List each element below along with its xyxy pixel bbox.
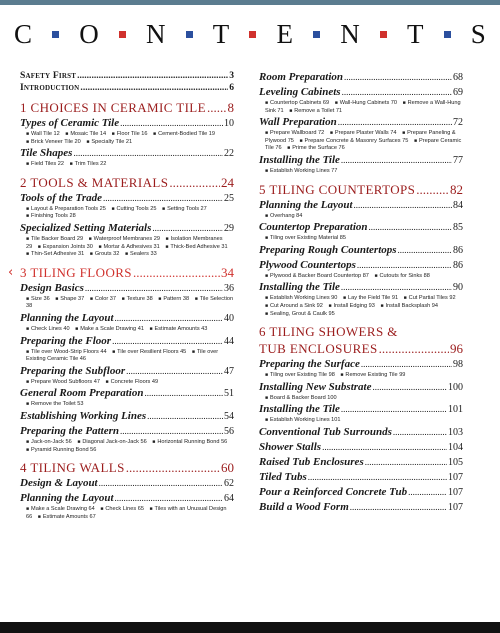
toc-subtopic-item[interactable]: ■ Color 37 <box>90 296 116 302</box>
toc-subtopics <box>20 236 234 259</box>
toc-entry-title: 6 TILING SHOWERS & <box>259 324 398 340</box>
toc-page-number: 107 <box>448 501 463 513</box>
dot-leader <box>207 99 227 116</box>
toc-entry-title: Planning the Layout <box>20 311 114 324</box>
toc-section-entry[interactable] <box>259 380 463 395</box>
title-separator-dot <box>380 31 387 38</box>
toc-section-entry[interactable] <box>259 258 463 273</box>
dot-leader <box>357 258 452 272</box>
dot-leader <box>338 115 452 129</box>
toc-page-number: 77 <box>453 154 463 166</box>
toc-section-entry[interactable] <box>20 491 234 506</box>
toc-subtopics <box>259 235 463 243</box>
toc-subtopics <box>259 168 463 176</box>
toc-page-number: 86 <box>453 244 463 256</box>
toc-section-entry[interactable] <box>259 425 463 440</box>
toc-chapter-entry[interactable] <box>259 181 463 198</box>
dot-leader <box>115 311 223 325</box>
toc-page-number: 56 <box>224 425 234 437</box>
toc-section-entry[interactable] <box>259 115 463 130</box>
toc-subtopic-item[interactable]: ■ Mortar & Adhesives 31 <box>98 244 159 250</box>
toc-subtopic-item[interactable]: ■ Horizontal Running Bond 56 <box>152 439 227 445</box>
dot-leader <box>126 459 220 476</box>
dot-leader <box>365 455 447 469</box>
dot-leader <box>120 116 223 130</box>
toc-subtopic-item[interactable]: ■ Shape 37 <box>55 296 84 302</box>
title-letter: N <box>146 18 166 49</box>
toc-page-number: 105 <box>448 456 463 468</box>
toc-subtopics <box>20 401 234 409</box>
toc-subtopic-item[interactable]: ■ Tile over Resilient Floors 45 <box>112 349 186 355</box>
dot-leader <box>393 425 447 439</box>
toc-section-entry[interactable] <box>20 82 234 94</box>
title-separator-dot <box>186 31 193 38</box>
toc-page-number: 25 <box>224 192 234 204</box>
toc-page-number: 10 <box>224 118 234 129</box>
toc-page-number: 96 <box>450 341 463 357</box>
toc-subtopic-item[interactable]: ■ Estimate Amounts 43 <box>150 326 208 332</box>
toc-entry-title: Installing the Tile <box>259 281 340 294</box>
toc-section-entry[interactable] <box>259 455 463 470</box>
toc-chapter-entry[interactable] <box>20 174 234 191</box>
toc-subtopic-item[interactable]: ■ Prepare Plaster Walls 74 <box>330 130 397 136</box>
toc-entry-title: Raised Tub Enclosures <box>259 455 364 468</box>
toc-section-entry[interactable] <box>259 402 463 417</box>
toc-chapter-entry[interactable] <box>20 459 234 476</box>
toc-page-number: 98 <box>453 359 463 371</box>
toc-subtopic-item[interactable]: ■ Prepare Ceramic Tile 76 <box>265 138 461 152</box>
dot-leader <box>341 402 447 416</box>
dot-leader <box>103 191 223 205</box>
toc-entry-title: Safety First <box>20 70 77 81</box>
toc-page-number: 103 <box>448 426 463 438</box>
toc-page-number: 36 <box>224 282 234 294</box>
toc-section-entry[interactable] <box>20 281 234 296</box>
toc-subtopic-item[interactable]: ■ Cut Partial Tiles 92 <box>404 295 456 301</box>
toc-entry-title: Wall Preparation <box>259 116 337 129</box>
toc-subtopic-item[interactable]: ■ Overhang 84 <box>265 213 302 219</box>
toc-subtopic-item[interactable]: ■ Layout & Preparation Tools 25 <box>26 206 106 212</box>
toc-subtopic-item[interactable]: ■ Jack-on-Jack 56 <box>26 439 72 445</box>
toc-subtopic-item[interactable]: ■ Isolation Membranes 29 <box>26 236 223 250</box>
dot-leader <box>408 485 447 499</box>
toc-subtopic-item[interactable]: ■ Pyramid Running Bond 56 <box>26 447 96 453</box>
dot-leader <box>112 334 223 348</box>
toc-subtopic-item[interactable]: ■ Tiles with an Unusual Design 66 <box>26 506 226 520</box>
toc-subtopic-item[interactable]: ■ Tile Selection 38 <box>26 296 233 310</box>
toc-subtopic-item[interactable]: ■ Establish Working Lines 77 <box>265 168 337 174</box>
toc-page-number: 69 <box>453 87 463 98</box>
dot-leader <box>152 221 223 235</box>
toc-page-number: 54 <box>224 410 234 422</box>
toc-page-number: 84 <box>453 199 463 211</box>
toc-subtopic-item[interactable]: ■ Board & Backer Board 100 <box>265 395 337 401</box>
toc-subtopic-item[interactable]: ■ Sealing, Grout & Caulk 95 <box>265 311 335 317</box>
toc-subtopic-item[interactable]: ■ Tile Backer Board 29 <box>26 236 83 242</box>
toc-page-number: 51 <box>224 388 234 400</box>
toc-subtopics <box>20 439 234 454</box>
toc-entry-title: Preparing the Floor <box>20 334 112 347</box>
dot-leader <box>369 220 453 234</box>
toc-page-number: 24 <box>221 174 234 190</box>
dot-leader <box>169 174 220 191</box>
toc-section-entry[interactable] <box>259 470 463 485</box>
toc-subtopic-item[interactable]: ■ Tiling over Existing Tile 98 <box>265 372 335 378</box>
toc-entry-title: Installing New Substrate <box>259 380 372 393</box>
dot-leader <box>126 364 223 378</box>
toc-section-entry[interactable] <box>20 116 234 131</box>
toc-subtopic-item[interactable]: ■ Concrete Floors 49 <box>106 379 159 385</box>
toc-subtopics <box>20 506 234 521</box>
toc-subtopic-item[interactable]: ■ Floor Tile 16 <box>112 131 148 137</box>
toc-page-number: 101 <box>448 404 463 416</box>
toc-page-number: 47 <box>224 365 234 377</box>
dot-leader <box>120 424 223 438</box>
toc-subtopic-item[interactable]: ■ Diagonal Jack-on-Jack 56 <box>77 439 146 445</box>
toc-subtopic-item[interactable]: ■ Check Lines 65 <box>100 506 144 512</box>
toc-subtopic-item[interactable]: ■ Remove a Toilet 71 <box>289 108 342 114</box>
dot-leader <box>133 264 220 281</box>
toc-subtopic-item[interactable]: ■ Expansion Joints 30 <box>38 244 93 250</box>
toc-subtopic-item[interactable]: ■ Cut Around a Sink 92 <box>265 303 323 309</box>
toc-page-number: 104 <box>448 441 463 453</box>
toc-section-entry[interactable] <box>20 311 234 326</box>
toc-page-number: 107 <box>448 486 463 498</box>
toc-section-entry[interactable] <box>259 440 463 455</box>
dot-leader <box>77 70 228 82</box>
toc-subtopic-item[interactable]: ■ Tile over Wood-Strip Floors 44 <box>26 349 107 355</box>
toc-page-number: 34 <box>221 264 234 280</box>
toc-subtopic-item[interactable]: ■ Establish Working Lines 90 <box>265 295 337 301</box>
toc-chapter-entry[interactable] <box>8 264 234 281</box>
toc-subtopic-item[interactable]: ■ Estimate Amounts 67 <box>38 514 96 520</box>
toc-section-entry[interactable] <box>259 153 463 168</box>
toc-section-entry[interactable] <box>20 424 234 439</box>
toc-subtopic-item[interactable]: ■ Remove the Toilet 53 <box>26 401 83 407</box>
toc-entry-title: 3 TILING FLOORS <box>20 264 132 280</box>
dot-leader <box>147 409 223 423</box>
title-letter: E <box>276 18 294 49</box>
toc-entry-title: Countertop Preparation <box>259 221 368 234</box>
toc-page-number: 100 <box>448 381 463 393</box>
title-separator-dot <box>119 31 126 38</box>
toc-section-entry[interactable] <box>259 357 463 372</box>
title-letter: N <box>340 18 360 49</box>
toc-entry-title: Shower Stalls <box>259 440 322 453</box>
toc-left-column <box>8 70 234 521</box>
toc-chapter-entry[interactable] <box>20 99 234 116</box>
toc-subtopic-item[interactable]: ■ Lay the Field Tile 91 <box>343 295 398 301</box>
toc-page-number: 86 <box>453 259 463 271</box>
toc-subtopic-item[interactable]: ■ Setting Tools 27 <box>162 206 207 212</box>
toc-page-number: 29 <box>224 222 234 234</box>
toc-subtopic-item[interactable]: ■ Prepare Wood Subfloors 47 <box>26 379 100 385</box>
toc-entry-title: Introduction <box>20 82 80 93</box>
toc-page-number: 40 <box>224 312 234 324</box>
dot-leader <box>379 340 449 357</box>
toc-subtopic-item[interactable]: ■ Mosaic Tile 14 <box>65 131 106 137</box>
title-letter: T <box>407 18 424 49</box>
toc-page-number: 6 <box>229 82 234 93</box>
toc-subtopics <box>259 295 463 318</box>
toc-subtopic-item[interactable]: ■ Remove Existing Tile 99 <box>340 372 405 378</box>
toc-subtopic-item[interactable]: ■ Install Edging 93 <box>328 303 374 309</box>
toc-entry-title: Room Preparation <box>259 71 344 83</box>
dot-leader <box>372 380 447 394</box>
toc-section-entry[interactable] <box>20 386 234 401</box>
toc-section-entry[interactable] <box>259 500 463 515</box>
toc-chapter-entry[interactable] <box>259 323 463 340</box>
dot-leader <box>85 281 223 295</box>
toc-subtopics <box>259 417 463 425</box>
toc-entry-title: Leveling Cabinets <box>259 86 341 98</box>
dot-leader <box>361 357 452 371</box>
toc-entry-title: Preparing Rough Countertops <box>259 243 397 256</box>
dot-leader <box>344 70 452 84</box>
top-color-strip <box>0 0 500 5</box>
toc-subtopic-item[interactable]: ■ Specialty Tile 21 <box>86 139 132 145</box>
toc-subtopic-item[interactable]: ■ Size 36 <box>26 296 50 302</box>
toc-entry-title: Tools of the Trade <box>20 191 102 204</box>
toc-subtopic-item[interactable]: ■ Establish Working Lines 101 <box>265 417 341 423</box>
toc-subtopic-item[interactable]: ■ Check Lines 40 <box>26 326 70 332</box>
title-separator-dot <box>313 31 320 38</box>
toc-section-entry[interactable] <box>259 485 463 500</box>
dot-leader <box>322 440 447 454</box>
toc-subtopic-item[interactable]: ■ Prime the Surface 76 <box>287 145 345 151</box>
toc-entry-title: Tiled Tubs <box>259 470 307 483</box>
dot-leader <box>354 198 452 212</box>
toc-entry-title: Preparing the Surface <box>259 358 360 371</box>
toc-subtopic-item[interactable]: ■ Thick-Bed Adhesive 31 <box>165 244 227 250</box>
toc-subtopics <box>20 349 234 364</box>
toc-entry-title: 4 TILING WALLS <box>20 460 125 476</box>
title-letter: O <box>79 18 99 49</box>
toc-section-entry[interactable] <box>20 146 234 161</box>
toc-entry-title: Specialized Setting Materials <box>20 221 152 234</box>
toc-subtopic-item[interactable]: ■ Plywood & Backer Board Countertop 87 <box>265 273 369 279</box>
toc-subtopic-item[interactable]: ■ Grouts 32 <box>90 251 120 257</box>
toc-subtopic-item[interactable]: ■ Wall Tile 12 <box>26 131 60 137</box>
toc-subtopics <box>259 395 463 403</box>
title-separator-dot <box>52 31 59 38</box>
title-separator-dot <box>249 31 256 38</box>
toc-subtopic-item[interactable]: ■ Cutouts for Sinks 88 <box>374 273 429 279</box>
toc-subtopics <box>20 326 234 334</box>
dot-leader <box>341 153 452 167</box>
toc-subtopic-item[interactable]: ■ Trim Tiles 22 <box>70 161 107 167</box>
toc-subtopic-item[interactable]: ■ Tile over Existing Ceramic Tile 46 <box>26 349 218 363</box>
current-chapter-arrow-icon: ‹ <box>8 264 14 280</box>
contents-title <box>14 16 486 52</box>
toc-entry-title: Tile Shapes <box>20 147 73 160</box>
toc-page-number: 68 <box>453 72 463 83</box>
toc-subtopic-item[interactable]: ■ Tiling over Existing Material 85 <box>265 235 346 241</box>
dot-leader <box>144 386 223 400</box>
toc-entry-title: Types of Ceramic Tile <box>20 117 120 129</box>
toc-page-number: 107 <box>448 471 463 483</box>
toc-subtopic-item[interactable]: ■ Sealers 33 <box>125 251 157 257</box>
dot-leader <box>308 470 447 484</box>
toc-section-entry[interactable] <box>20 191 234 206</box>
dot-leader <box>99 476 223 490</box>
toc-page-number: 85 <box>453 222 463 234</box>
toc-page-number: 64 <box>224 493 234 505</box>
toc-page-number: 62 <box>224 478 234 490</box>
toc-subtopic-item[interactable]: ■ Prepare Concrete & Masonry Surfaces 75 <box>299 138 408 144</box>
toc-page-number: 72 <box>453 117 463 129</box>
toc-subtopic-item[interactable]: ■ Make a Scale Drawing 64 <box>26 506 95 512</box>
toc-page-number: 60 <box>221 460 234 476</box>
dot-leader <box>73 146 223 160</box>
toc-page-number: 3 <box>229 70 234 81</box>
title-separator-dot <box>444 31 451 38</box>
dot-leader <box>350 500 447 514</box>
toc-subtopics <box>20 161 234 169</box>
toc-subtopics <box>20 379 234 387</box>
toc-right-column <box>259 70 463 515</box>
toc-entry-title: Plywood Countertops <box>259 258 356 271</box>
toc-entry-title: 5 TILING COUNTERTOPS <box>259 181 416 197</box>
toc-subtopic-item[interactable]: ■ Thin-Set Adhesive 31 <box>26 251 84 257</box>
toc-subtopics <box>259 130 463 153</box>
toc-entry-title: Design Basics <box>20 281 84 294</box>
toc-subtopic-item[interactable]: ■ Waterproof Membranes 29 <box>89 236 160 242</box>
toc-subtopic-item[interactable]: ■ Countertop Cabinets 69 <box>265 100 329 106</box>
toc-section-entry[interactable] <box>20 364 234 379</box>
toc-subtopic-item[interactable]: ■ Field Tiles 22 <box>26 161 64 167</box>
toc-entry-title: General Room Preparation <box>20 387 144 400</box>
title-letter: C <box>14 18 33 49</box>
toc-entry-title: Planning the Layout <box>259 198 353 211</box>
toc-section-entry[interactable] <box>259 85 463 100</box>
toc-subtopic-item[interactable]: ■ Pattern 38 <box>158 296 189 302</box>
toc-page-number: 90 <box>453 282 463 294</box>
toc-subtopics <box>259 273 463 281</box>
toc-section-entry[interactable] <box>259 280 463 295</box>
bottom-strip <box>0 622 500 633</box>
toc-subtopic-item[interactable]: ■ Prepare Wallboard 72 <box>265 130 324 136</box>
toc-entry-title: TUB ENCLOSURES <box>259 341 378 357</box>
toc-entry-title: 1 CHOICES IN CERAMIC TILE <box>20 100 206 115</box>
toc-section-entry[interactable] <box>20 476 234 491</box>
toc-subtopics <box>259 213 463 221</box>
dot-leader <box>342 85 452 99</box>
toc-section-entry[interactable] <box>20 70 234 82</box>
toc-entry-title: Installing the Tile <box>259 153 340 166</box>
toc-subtopics <box>20 296 234 311</box>
toc-subtopics <box>20 131 234 146</box>
toc-page-number: 44 <box>224 335 234 347</box>
toc-section-entry[interactable] <box>259 70 463 85</box>
toc-entry-title: Establishing Working Lines <box>20 409 147 422</box>
toc-section-entry[interactable] <box>259 220 463 235</box>
toc-entry-title: Design & Layout <box>20 477 98 490</box>
dot-leader <box>416 181 449 198</box>
toc-entry-title: Preparing the Pattern <box>20 424 120 437</box>
toc-chapter-entry[interactable] <box>259 340 463 357</box>
toc-page-number: 22 <box>224 148 234 160</box>
dot-leader <box>115 491 223 505</box>
toc-section-entry[interactable] <box>259 243 463 258</box>
toc-subtopic-item[interactable]: ■ Cement-Bodied Tile 19 <box>153 131 215 137</box>
dot-leader <box>341 280 452 294</box>
dot-leader <box>398 243 452 257</box>
toc-subtopic-item[interactable]: ■ Install Backsplash 94 <box>380 303 438 309</box>
toc-subtopic-item[interactable]: ■ Make a Scale Drawing 41 <box>75 326 144 332</box>
toc-section-entry[interactable] <box>20 221 234 236</box>
toc-subtopics <box>259 372 463 380</box>
toc-entry-title: Planning the Layout <box>20 492 114 505</box>
toc-subtopics <box>20 206 234 221</box>
toc-subtopic-item[interactable]: ■ Prepare Paneling & Plywood 75 <box>265 130 456 144</box>
toc-subtopic-item[interactable]: ■ Remove a Wall-Hung Sink 71 <box>265 100 461 114</box>
toc-section-entry[interactable] <box>20 334 234 349</box>
toc-entry-title: Pour a Reinforced Concrete Tub <box>259 485 408 498</box>
toc-section-entry[interactable] <box>259 198 463 213</box>
toc-entry-title: Conventional Tub Surrounds <box>259 425 392 438</box>
toc-section-entry[interactable] <box>20 409 234 424</box>
toc-entry-title: Build a Wood Form <box>259 500 349 513</box>
toc-entry-title: Preparing the Subfloor <box>20 364 126 377</box>
toc-subtopic-item[interactable]: ■ Finishing Tools 28 <box>26 213 76 219</box>
toc-subtopic-item[interactable]: ■ Cutting Tools 25 <box>111 206 156 212</box>
toc-entry-title: Installing the Tile <box>259 403 340 416</box>
toc-subtopic-item[interactable]: ■ Texture 38 <box>122 296 153 302</box>
dot-leader <box>80 82 228 94</box>
toc-subtopics <box>259 100 463 115</box>
toc-page-number: 82 <box>450 181 463 197</box>
toc-subtopic-item[interactable]: ■ Wall-Hung Cabinets 70 <box>335 100 397 106</box>
title-letter: T <box>212 18 230 49</box>
toc-entry-title: 2 TOOLS & MATERIALS <box>20 174 169 190</box>
toc-page-number: 8 <box>227 100 234 115</box>
title-letter: S <box>470 18 486 49</box>
toc-subtopic-item[interactable]: ■ Brick Veneer Tile 20 <box>26 139 81 145</box>
